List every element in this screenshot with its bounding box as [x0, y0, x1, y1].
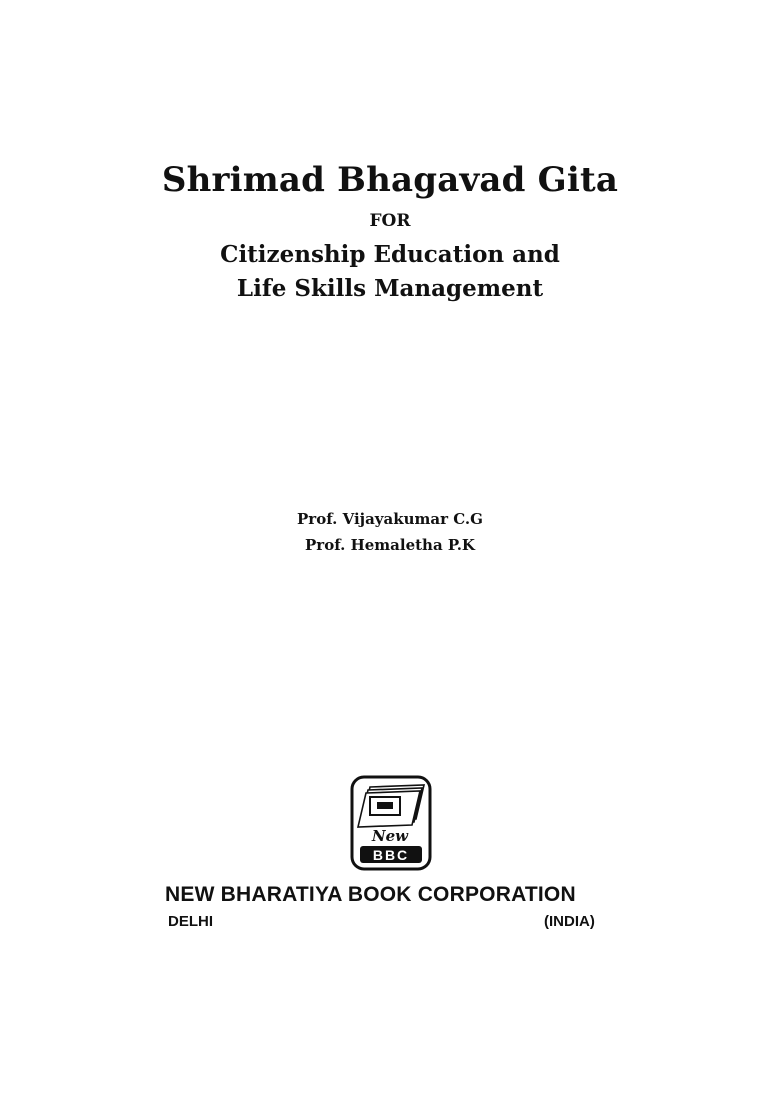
book-title: Shrimad Bhagavad Gita [161, 160, 619, 200]
author-name: Prof. Hemaletha P.K [305, 536, 475, 554]
publisher-country: (INDIA) [544, 913, 595, 930]
subtitle-line-2: Life Skills Management [236, 275, 544, 302]
publisher-city: DELHI [168, 913, 213, 930]
publisher-logo [350, 775, 432, 871]
subtitle-line-1: Citizenship Education and [220, 241, 560, 268]
logo-badge-text: BBC [372, 847, 410, 863]
logo-script-text: New [371, 827, 409, 845]
author-name: Prof. Vijayakumar C.G [297, 510, 483, 528]
publisher-name: NEW BHARATIYA BOOK CORPORATION [165, 883, 576, 906]
for-label: FOR [369, 211, 411, 231]
